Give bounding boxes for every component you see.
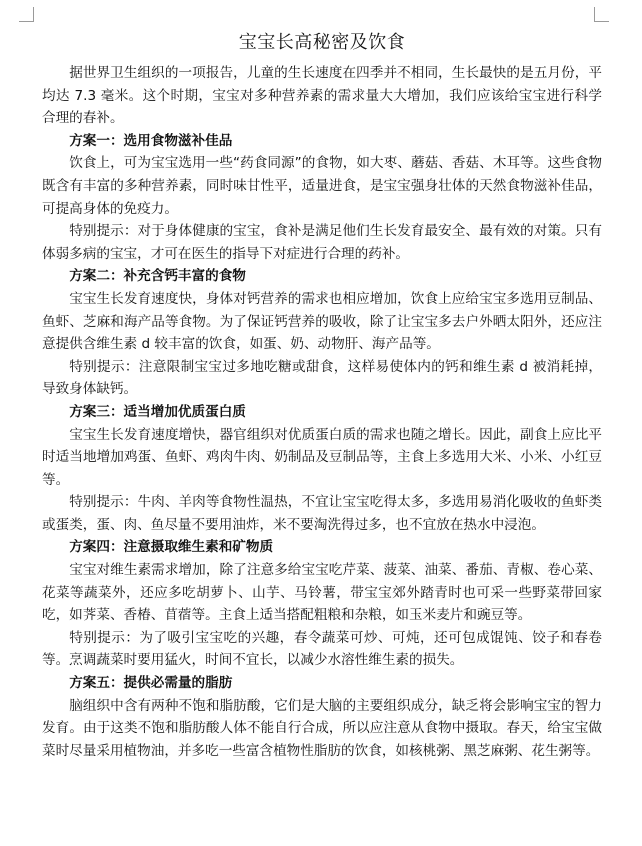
section-heading-3: 方案三：适当增加优质蛋白质 (69, 403, 246, 420)
section-1-tip: 特别提示：对于身体健康的宝宝，食补是满足他们生长发育最安全、最有效的对策。只有体弱多病的宝宝，才可在医生的指导下对症进行合理的药补。 (42, 223, 602, 262)
section-2-body: 宝宝生长发育速度快，身体对钙营养的需求也相应增加，饮食上应给宝宝多选用豆制品、鱼虾、芝麻和海产品等食物。为了保证钙营养的吸收，除了让宝宝多去户外晒太阳外，还应注意提供含维生素 d 较丰富的饮食，如蛋、奶、动物肝、海产品等。 (42, 290, 602, 353)
intro-paragraph: 据世界卫生组织的一项报告，儿童的生长速度在四季并不相同，生长最快的是五月份，平均达 7.3 毫米。这个时期，宝宝对多种营养素的需求量大大增加，我们应该给宝宝进行科学合理的春补。 (42, 65, 602, 127)
crop-mark-top-left (19, 7, 34, 22)
section-4-body: 宝宝对维生素需求增加，除了注意多给宝宝吃芹菜、菠菜、油菜、番茄、青椒、卷心菜、花菜等蔬菜外，还应多吃胡萝卜、山芋、马铃薯，带宝宝郊外踏青时也可采一些野菜带回家吃，如荠菜、香椿、苜蓿等。主食上适当搭配粗粮和杂粮，如玉米麦片和豌豆等。 (42, 562, 602, 624)
document-title: 宝宝长高秘密及饮食 (238, 32, 406, 53)
document-body (42, 30, 602, 762)
section-heading-1: 方案一：选用食物滋补佳品 (69, 132, 233, 149)
crop-mark-top-right (594, 7, 609, 22)
section-2-tip: 特别提示：注意限制宝宝过多地吃糖或甜食，这样易使体内的钙和维生素 d 被消耗掉，导致身体缺钙。 (42, 358, 602, 398)
section-1-body: 饮食上，可为宝宝选用一些“药食同源”的食物，如大枣、蘑菇、香菇、木耳等。这些食物既含有丰富的多种营养素，同时味甘性平，适量进食，是宝宝强身壮体的天然食物滋补佳品，可提高身体的免疫力。 (42, 155, 602, 217)
section-heading-2: 方案二：补充含钙丰富的食物 (69, 268, 246, 285)
section-3-tip: 特别提示：牛肉、羊肉等食物性温热，不宜让宝宝吃得太多，多选用易消化吸收的鱼虾类或蛋类，蛋、肉、鱼尽量不要用油炸，米不要淘洗得过多，也不宜放在热水中浸泡。 (42, 494, 602, 533)
section-3-body: 宝宝生长发育速度增快，器官组织对优质蛋白质的需求也随之增长。因此，副食上应比平时适当地增加鸡蛋、鱼虾、鸡肉牛肉、奶制品及豆制品等，主食上多选用大米、小米、小红豆等。 (42, 426, 602, 488)
section-heading-5: 方案五：提供必需量的脂肪 (69, 675, 233, 692)
section-heading-4: 方案四：注意摄取维生素和矿物质 (69, 539, 274, 556)
section-5-body: 脑组织中含有两种不饱和脂肪酸，它们是大脑的主要组织成分，缺乏将会影响宝宝的智力发育。由于这类不饱和脂肪酸人体不能自行合成，所以应注意从食物中摄取。春天，给宝宝做菜时尽量采用植物油，并多吃一些富含植物性脂肪的饮食，如核桃粥、黑芝麻粥、花生粥等。 (42, 697, 602, 759)
section-4-tip: 特别提示：为了吸引宝宝吃的兴趣，春令蔬菜可炒、可炖，还可包成馄饨、饺子和春卷等。烹调蔬菜时要用猛火，时间不宜长，以减少水溶性维生素的损失。 (42, 629, 602, 669)
